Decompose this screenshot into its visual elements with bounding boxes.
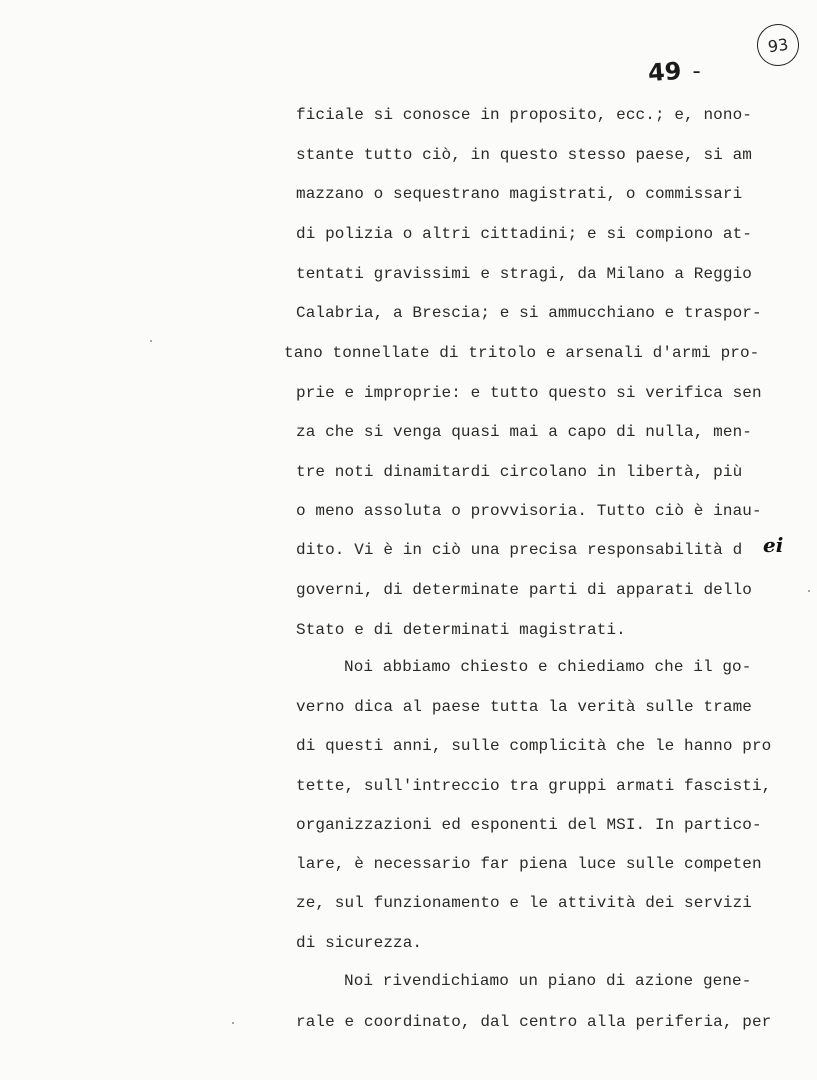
text-line: rale e coordinato, dal centro alla periferia, per [296, 1013, 772, 1031]
text-line: stante tutto ciò, in questo stesso paese, si am [296, 146, 752, 164]
archive-stamp [754, 21, 801, 68]
page-number: 49 [647, 56, 683, 88]
text-line: di questi anni, sulle complicità che le hanno pro [296, 737, 772, 755]
text-line: di polizia o altri cittadini; e si compiono at- [296, 225, 752, 243]
text-line: Stato e di determinati magistrati. [296, 621, 626, 639]
text-line: tette, sull'intreccio tra gruppi armati fascisti, [296, 777, 772, 795]
text-line: tano tonnellate di tritolo e arsenali d'armi pro- [284, 344, 760, 362]
handwritten-insert: ei [763, 533, 784, 557]
paper-speck [150, 340, 152, 342]
text-line: dito. Vi è in ciò una precisa responsabilità d [296, 541, 743, 559]
paper-speck [808, 590, 810, 592]
text-line: Calabria, a Brescia; e si ammucchiano e traspor- [296, 304, 762, 322]
text-line: ficiale si conosce in proposito, ecc.; e, nono- [296, 106, 752, 124]
text-line: o meno assoluta o provvisoria. Tutto ciò è inau- [296, 502, 762, 520]
text-line: organizzazioni ed esponenti del MSI. In partico- [296, 816, 762, 834]
text-line: tre noti dinamitardi circolano in libertà, più [296, 463, 743, 481]
text-line: di sicurezza. [296, 934, 423, 952]
text-line: governi, di determinate parti di apparati dello [296, 581, 752, 599]
text-line: tentati gravissimi e stragi, da Milano a Reggio [296, 265, 752, 283]
text-line: mazzano o sequestrano magistrati, o commissari [296, 185, 743, 203]
stamp-number: 93 [766, 34, 790, 56]
text-line: ze, sul funzionamento e le attività dei servizi [296, 894, 752, 912]
text-line: prie e improprie: e tutto questo si verifica sen [296, 384, 762, 402]
paper-speck [232, 1022, 234, 1024]
text-line: verno dica al paese tutta la verità sulle trame [296, 698, 752, 716]
text-line: za che si venga quasi mai a capo di nulla, men- [296, 423, 752, 441]
text-line: Noi rivendichiamo un piano di azione gene- [344, 972, 752, 990]
text-line: Noi abbiamo chiesto e chiediamo che il go- [344, 658, 752, 676]
text-line: lare, è necessario far piena luce sulle competen [296, 855, 762, 873]
page-number-dash: - [690, 60, 704, 85]
